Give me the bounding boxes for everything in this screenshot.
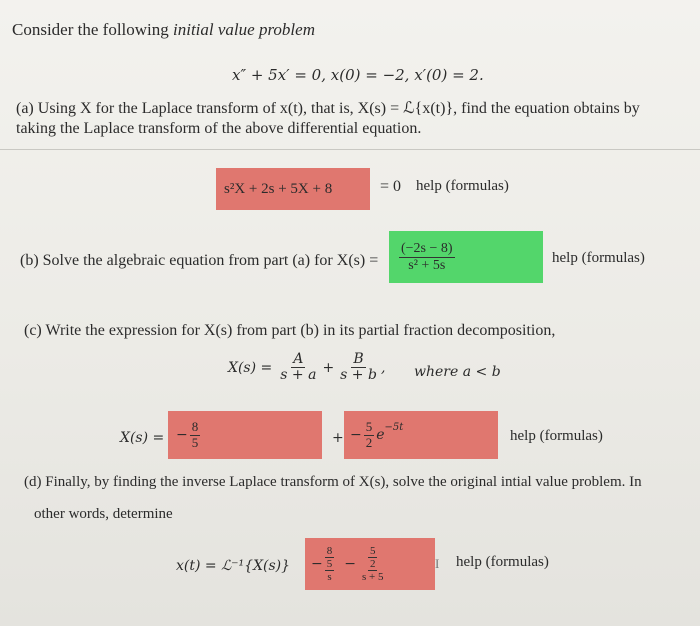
part-a-equals: = 0 — [380, 178, 402, 195]
part-c-answer1-den: 5 — [191, 434, 199, 450]
part-d-sign-a: − — [311, 556, 323, 572]
formula-b-num: B — [353, 351, 364, 367]
part-c-answer2-den: 2 — [365, 434, 373, 450]
formula-condition: where a < b — [414, 364, 501, 380]
part-d-text-line2: other words, determine — [34, 506, 173, 522]
formula-fraction-a — [278, 352, 318, 384]
part-c-answer-field-2[interactable] — [344, 411, 498, 459]
part-c-answer1-sign: − — [176, 427, 188, 443]
formula-plus: + — [322, 359, 335, 376]
part-c-plus: + — [332, 430, 344, 446]
formula-fraction-b — [338, 352, 379, 384]
part-c-answer2-fraction — [364, 420, 375, 450]
text-cursor-icon: I — [435, 556, 440, 571]
part-d-term-a — [325, 545, 335, 583]
part-d-term-a-den: s — [327, 571, 332, 584]
part-a-answer-field[interactable] — [216, 168, 370, 210]
part-b-text: (b) Solve the algebraic equation from part (a) for X(s) = — [20, 252, 379, 269]
formula-lhs: X(s) = — [228, 359, 273, 376]
part-b-answer-field[interactable] — [389, 231, 543, 283]
part-d-term-b-mid: 2 — [369, 557, 376, 570]
part-c-help-link[interactable]: help (formulas) — [510, 428, 603, 444]
part-c-answer1-num: 8 — [191, 419, 199, 435]
part-a-help-link[interactable]: help (formulas) — [416, 178, 509, 194]
formula-b-den: s + b — [340, 367, 377, 384]
part-d-help-link[interactable]: help (formulas) — [456, 554, 549, 570]
part-c-answer2-num: 5 — [365, 419, 373, 435]
part-d-term-b — [360, 545, 385, 583]
part-c-text: (c) Write the expression for X(s) from part (b) in its partial fraction decomposition, — [24, 322, 556, 339]
part-d-term-a-mid: 5 — [326, 557, 333, 570]
partial-fraction-formula — [228, 352, 385, 384]
part-c-answer1-fraction — [190, 420, 201, 450]
formula-a-den: s + a — [280, 367, 317, 384]
part-b-numerator: (−2s − 8) — [401, 241, 453, 257]
part-b-help-link[interactable]: help (formulas) — [552, 250, 645, 266]
part-a-answer-value: s²X + 2s + 5X + 8 — [224, 180, 333, 197]
part-d-sign-b: − — [344, 556, 356, 572]
formula-comma: , — [380, 359, 386, 376]
part-d-lhs: x(t) = ℒ⁻¹{X(s)} — [176, 558, 291, 574]
formula-a-num: A — [293, 351, 304, 367]
part-c-answer2-exponent: −5t — [384, 421, 404, 433]
part-b-denominator: s² + 5s — [408, 257, 446, 273]
part-a-text-line2: taking the Laplace transform of the above differential equation. — [16, 120, 422, 137]
part-d-text-line1: (d) Finally, by finding the inverse Laplace transform of X(s), solve the original intial value problem. In — [24, 474, 642, 490]
part-d-term-b-top: 5 — [369, 544, 376, 557]
part-c-row-lhs: X(s) = — [120, 430, 165, 446]
part-d-answer-field[interactable] — [305, 538, 435, 590]
ode-equation: x″ + 5x′ = 0, x(0) = −2, x′(0) = 2. — [232, 66, 484, 84]
part-c-answer2-exp-base: e — [376, 427, 385, 443]
part-c-answer2-sign: − — [350, 427, 362, 443]
part-c-answer-field-1[interactable] — [168, 411, 322, 459]
part-a-text-line1: (a) Using X for the Laplace transform of x(t), that is, X(s) = ℒ{x(t)}, find the equation obtains by — [16, 100, 640, 117]
part-d-term-b-den: s + 5 — [361, 571, 384, 584]
part-b-answer-fraction — [399, 241, 455, 273]
part-d-term-a-top: 8 — [326, 544, 333, 557]
part-d-term-b-inner — [368, 545, 378, 571]
intro-text: Consider the following initial value problem — [12, 20, 315, 39]
divider — [0, 149, 700, 150]
part-d-term-a-inner — [325, 545, 335, 571]
